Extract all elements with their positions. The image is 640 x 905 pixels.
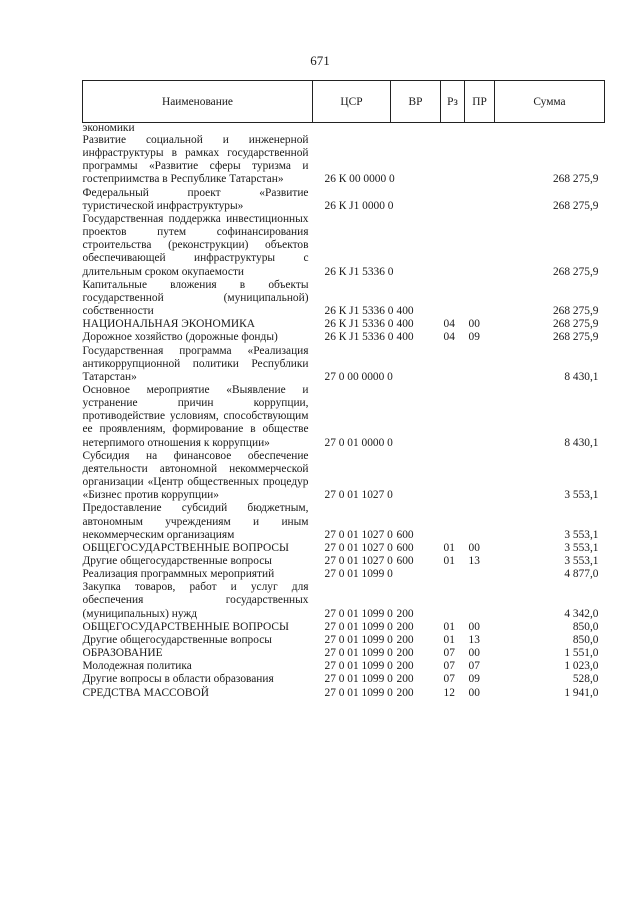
cell-rz: 12 xyxy=(443,686,455,699)
page-number: 671 xyxy=(310,53,330,68)
cell-vr xyxy=(391,345,441,384)
table-row xyxy=(83,384,605,450)
cell-csr: 27 0 01 1099 0 xyxy=(324,686,393,699)
cell-sum: 3 553,1 xyxy=(564,489,599,502)
cell-name: Молодежная политика xyxy=(82,660,192,673)
cell-rz xyxy=(441,134,465,187)
cell-csr: 27 0 01 0000 0 xyxy=(324,436,393,449)
cell-pr xyxy=(465,213,495,279)
cell-name: СРЕДСТВА МАССОВОЙ xyxy=(82,686,209,699)
cell-pr: 00 xyxy=(468,686,480,699)
cell-vr xyxy=(391,568,441,581)
table-row xyxy=(83,123,605,135)
cell-pr: 00 xyxy=(468,620,480,633)
cell-pr: 00 xyxy=(468,541,480,554)
cell-sum: 1 551,0 xyxy=(564,647,599,660)
cell-name: ОБЩЕГОСУДАРСТВЕННЫЕ ВОПРОСЫ xyxy=(82,620,289,633)
cell-pr xyxy=(465,123,495,135)
table-row xyxy=(83,647,605,660)
cell-csr: 26 К J1 5336 0 xyxy=(324,318,394,331)
table-row xyxy=(83,687,605,700)
table-row xyxy=(83,502,605,541)
cell-csr: 27 0 01 1099 0 xyxy=(324,647,393,660)
cell-vr xyxy=(391,450,441,503)
cell-pr xyxy=(465,279,495,318)
cell-csr: 27 0 01 1099 0 xyxy=(324,568,393,581)
table-row xyxy=(83,318,605,331)
cell-csr: 27 0 01 1027 0 xyxy=(324,555,393,567)
cell-rz: 04 xyxy=(443,318,455,331)
cell-sum: 3 553,1 xyxy=(564,528,599,541)
cell-csr: 27 0 01 1099 0 xyxy=(324,633,393,646)
table-row xyxy=(83,581,605,620)
cell-rz xyxy=(441,279,465,318)
cell-name: Государственная программа «Реализация антикоррупционной политики Республики Татарстан» xyxy=(82,344,309,383)
cell-pr xyxy=(465,134,495,187)
cell-rz xyxy=(441,345,465,384)
cell-rz: 01 xyxy=(443,620,455,633)
cell-rz xyxy=(441,213,465,279)
table-row xyxy=(83,187,605,213)
cell-sum: 268 275,9 xyxy=(552,305,599,318)
cell-csr: 27 0 01 1027 0 xyxy=(324,489,393,502)
cell-csr: 27 0 00 0000 0 xyxy=(324,370,393,383)
cell-vr: 200 xyxy=(396,686,414,699)
cell-rz xyxy=(441,450,465,503)
cell-pr: 00 xyxy=(468,647,480,660)
cell-pr: 00 xyxy=(468,318,480,331)
cell-vr: 200 xyxy=(396,647,414,660)
table-body xyxy=(83,123,605,700)
cell-vr xyxy=(391,134,441,187)
table-row xyxy=(83,673,605,686)
cell-rz xyxy=(441,568,465,581)
cell-name: Закупка товаров, работ и услуг для обеспечения государственных (муниципальных) нужд xyxy=(82,581,309,620)
cell-rz: 01 xyxy=(443,633,455,646)
cell-name: Другие вопросы в области образования xyxy=(82,673,274,686)
cell-sum: 8 430,1 xyxy=(564,370,599,383)
cell-sum: 3 553,1 xyxy=(564,541,599,554)
header-vr: ВР xyxy=(391,81,441,123)
cell-vr: 400 xyxy=(396,318,414,331)
cell-name: Капитальные вложения в объекты государственной (муниципальной) собственности xyxy=(82,278,309,318)
cell-rz xyxy=(441,187,465,213)
cell-vr xyxy=(391,187,441,213)
header-name: Наименование xyxy=(83,81,313,123)
cell-sum: 8 430,1 xyxy=(564,436,599,449)
cell-csr: 27 0 01 1027 0 xyxy=(324,541,393,554)
cell-vr: 600 xyxy=(396,541,414,554)
cell-sum: 268 275,9 xyxy=(552,331,599,344)
table-row xyxy=(83,634,605,647)
cell-sum: 268 275,9 xyxy=(552,265,599,278)
cell-name: Субсидия на финансовое обеспечение деятельности автономной некоммерческой организации «Центр общественных процедур «Бизнес против коррупции» xyxy=(82,449,309,502)
cell-name: ОБЩЕГОСУДАРСТВЕННЫЕ ВОПРОСЫ xyxy=(82,541,289,554)
cell-name: Основное мероприятие «Выявление и устранение причин коррупции, противодействие условиям, способствующим ее проявлениям, формирование в обществе нетерпимого отношения к коррупции» xyxy=(82,383,309,449)
table-row xyxy=(83,279,605,318)
cell-pr: 07 xyxy=(468,660,480,673)
budget-table xyxy=(82,80,605,700)
cell-sum: 850,0 xyxy=(572,633,599,646)
table-row xyxy=(83,450,605,503)
cell-vr: 400 xyxy=(396,331,414,344)
cell-csr: 26 К J1 5336 0 xyxy=(324,331,394,344)
cell-sum: 3 553,1 xyxy=(564,555,599,567)
cell-pr xyxy=(465,187,495,213)
cell-pr xyxy=(465,450,495,503)
cell-pr: 13 xyxy=(468,633,480,646)
cell-rz xyxy=(441,502,465,541)
cell-vr: 600 xyxy=(396,555,414,567)
cell-csr: 27 0 01 1099 0 xyxy=(324,607,393,620)
cell-vr xyxy=(391,123,441,135)
cell-vr xyxy=(391,213,441,279)
cell-pr xyxy=(465,568,495,581)
cell-pr xyxy=(465,581,495,620)
table-row xyxy=(83,660,605,673)
cell-sum: 1 941,0 xyxy=(564,686,599,699)
cell-vr xyxy=(391,384,441,450)
cell-rz xyxy=(441,123,465,135)
cell-csr: 27 0 01 1099 0 xyxy=(324,673,393,686)
cell-csr: 26 К J1 5336 0 xyxy=(324,305,394,318)
cell-pr: 09 xyxy=(468,331,480,344)
cell-name: Реализация программных мероприятий xyxy=(82,568,275,581)
cell-rz xyxy=(441,384,465,450)
cell-vr: 200 xyxy=(396,660,414,673)
cell-name: Федеральный проект «Развитие туристической инфраструктуры» xyxy=(82,186,309,212)
header-pr: ПР xyxy=(465,81,495,123)
cell-vr: 200 xyxy=(396,607,414,620)
cell-rz xyxy=(441,581,465,620)
cell-sum: 268 275,9 xyxy=(552,173,599,186)
cell-rz: 07 xyxy=(443,660,455,673)
cell-name: Предоставление субсидий бюджетным, автономным учреждениям и иным некоммерческим организациям xyxy=(82,502,309,541)
header-rz: Рз xyxy=(441,81,465,123)
cell-csr: 26 К J1 5336 0 xyxy=(324,265,394,278)
cell-sum: 1 023,0 xyxy=(564,660,599,673)
cell-rz: 01 xyxy=(443,541,455,554)
cell-csr: 26 К J1 0000 0 xyxy=(324,199,394,212)
cell-name: Развитие социальной и инженерной инфраструктуры в рамках государственной программы «Развитие сферы туризма и гостеприимства в Республике Татарстан» xyxy=(82,134,309,186)
cell-vr: 200 xyxy=(396,620,414,633)
header-sum: Сумма xyxy=(495,81,605,123)
table-row xyxy=(83,213,605,279)
cell-pr xyxy=(465,384,495,450)
table-header-row xyxy=(83,81,605,123)
table-row xyxy=(83,542,605,555)
cell-name: Другие общегосударственные вопросы xyxy=(82,555,272,567)
cell-rz: 07 xyxy=(443,673,455,686)
cell-sum: 268 275,9 xyxy=(552,199,599,212)
cell-sum: 4 342,0 xyxy=(564,607,599,620)
cell-sum xyxy=(495,123,605,135)
cell-csr: 26 К 00 0000 0 xyxy=(324,173,395,186)
cell-csr: 27 0 01 1099 0 xyxy=(324,620,393,633)
table-row xyxy=(83,555,605,568)
cell-csr xyxy=(313,123,391,135)
cell-name: Другие общегосударственные вопросы xyxy=(82,633,272,646)
cell-pr xyxy=(465,345,495,384)
cell-pr: 09 xyxy=(468,673,480,686)
cell-sum: 268 275,9 xyxy=(552,318,599,331)
table-row xyxy=(83,621,605,634)
cell-csr: 27 0 01 1099 0 xyxy=(324,660,393,673)
cell-name: экономики xyxy=(82,122,135,134)
cell-pr: 13 xyxy=(468,555,480,567)
cell-rz: 04 xyxy=(443,331,455,344)
cell-vr: 200 xyxy=(396,673,414,686)
cell-pr xyxy=(465,502,495,541)
cell-vr: 200 xyxy=(396,633,414,646)
cell-vr: 400 xyxy=(396,305,414,318)
table-row xyxy=(83,331,605,344)
table-row xyxy=(83,568,605,581)
cell-name: НАЦИОНАЛЬНАЯ ЭКОНОМИКА xyxy=(82,318,255,331)
cell-rz: 07 xyxy=(443,647,455,660)
cell-name: ОБРАЗОВАНИЕ xyxy=(82,647,163,660)
table-row xyxy=(83,345,605,384)
header-csr: ЦСР xyxy=(313,81,391,123)
cell-csr: 27 0 01 1027 0 xyxy=(324,528,393,541)
table-row xyxy=(83,134,605,187)
cell-name: Дорожное хозяйство (дорожные фонды) xyxy=(82,331,278,344)
cell-vr: 600 xyxy=(396,528,414,541)
cell-sum: 4 877,0 xyxy=(564,568,599,581)
cell-name: Государственная поддержка инвестиционных проектов путем софинансирования строительства (реконструкции) объектов обеспечивающей инфраструктуры с длительным сроком окупаемости xyxy=(82,212,309,278)
cell-rz: 01 xyxy=(443,555,455,567)
cell-sum: 528,0 xyxy=(572,673,599,686)
cell-sum: 850,0 xyxy=(572,620,599,633)
